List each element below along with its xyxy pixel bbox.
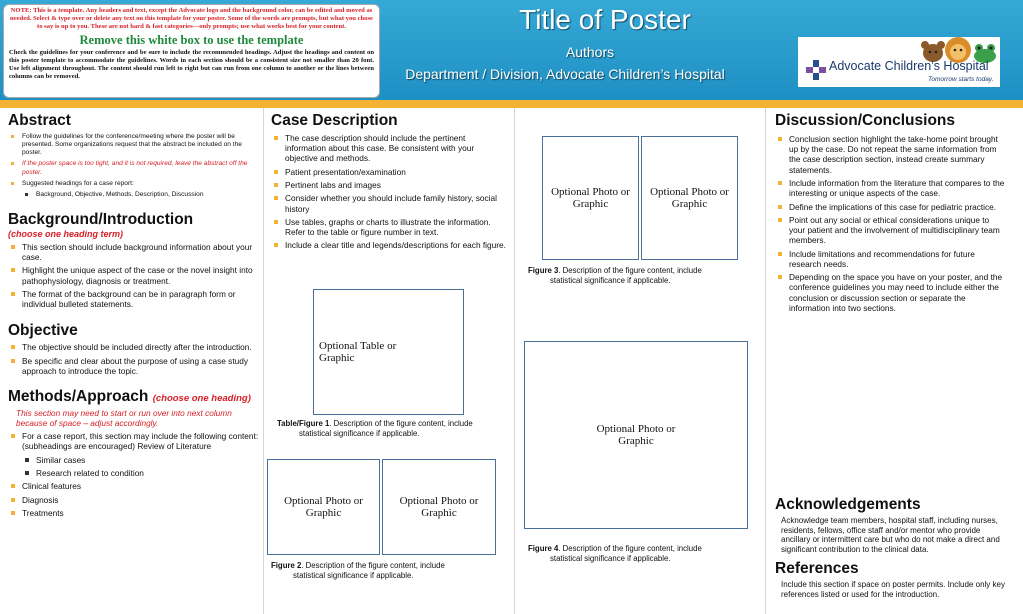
caption-text: . Description of the figure content, include: [558, 544, 702, 553]
list-item: Treatments: [8, 508, 260, 518]
placeholder-label: Optional Table or Graphic: [319, 340, 397, 364]
figure2-caption: [271, 561, 507, 580]
header-stripe: [0, 100, 1023, 108]
figure3-left-placeholder[interactable]: [542, 136, 639, 260]
poster-title: Title of Poster: [519, 4, 691, 35]
note-title: Remove this white box to use the template: [79, 33, 304, 48]
column-4: [775, 112, 1007, 313]
figure2-left-placeholder[interactable]: [267, 459, 380, 555]
column-1: [8, 112, 260, 518]
caption-label: Figure 3: [528, 266, 559, 275]
caption-text-line2: statistical significance if applicable.: [550, 553, 671, 563]
list-item: Highlight the unique aspect of the case or the novel insight into pathophysiology, diagnosis or treatment.: [8, 265, 260, 286]
list-item: Background, Objective, Methods, Description, Discussion: [22, 191, 260, 199]
template-note-box: [3, 4, 380, 98]
list-item: Use tables, graphs or charts to illustrate the information. Refer to the table or figure number in text.: [271, 217, 507, 238]
background-subheading: (choose one heading term): [8, 228, 124, 239]
column-divider: [263, 108, 264, 614]
caption-text: . Description of the figure content, include: [301, 561, 445, 570]
figure4-caption: [528, 544, 750, 563]
list-item: Conclusion section highlight the take-home point brought up by the case. Do not repeat the same information from the case description section, instead create summary statements.: [775, 134, 1007, 175]
list-item: If the poster space is too tight, and it is not required, leave the abstract off the poster.: [8, 160, 260, 176]
methods-heading-note: (choose one heading): [152, 393, 251, 405]
references-heading: References: [775, 560, 859, 577]
methods-note: This section may need to start or run over into next column because of space – adjust accordingly.: [16, 407, 232, 429]
abstract-list: [8, 133, 260, 199]
references-section: [775, 560, 1005, 599]
caption-text: . Description of the figure content, include: [558, 266, 702, 275]
column-divider: [514, 108, 515, 614]
figure4-placeholder[interactable]: [524, 341, 748, 529]
list-item: Diagnosis: [8, 495, 260, 505]
column-divider: [765, 108, 766, 614]
list-item: Clinical features: [8, 481, 260, 491]
poster-department: Department / Division, Advocate Children’s Hospital: [405, 66, 725, 82]
abstract-heading: Abstract: [8, 112, 71, 129]
note-body-text: Check the guidelines for your conference and be sure to include the recommended headings. Adjust the headings and content on this poster template to accommodate the guidelines. Words in each section should be a consistent size not smaller than 20 font. Use left alignment throughout. The content should run left to right but can run from one column to another or the lines between columns can be removed.: [9, 49, 374, 81]
list-item: The objective should be included directly after the introduction.: [8, 342, 260, 352]
placeholder-label: Optional Photo or Graphic: [650, 186, 729, 210]
caption-label: Figure 4: [528, 544, 559, 553]
case-heading: Case Description: [271, 112, 398, 129]
objective-list: [8, 342, 260, 376]
background-heading: Background/Introduction: [8, 211, 194, 229]
methods-list: [8, 431, 260, 518]
list-item: Follow the guidelines for the conference/meeting where the poster will be presented. Some organizations request that the abstract be included on the poster.: [8, 133, 260, 158]
list-item: For a case report, this section may include the following content: (subheadings are encouraged) Review of Literature: [8, 431, 260, 452]
objective-heading: Objective: [8, 321, 78, 339]
list-item: Include a clear title and legends/descriptions for each figure.: [271, 240, 507, 250]
placeholder-label: Optional Photo or Graphic: [551, 186, 630, 210]
placeholder-label: Optional Photo or Graphic: [596, 423, 676, 447]
case-list: [271, 133, 507, 251]
discussion-heading: Discussion/Conclusions: [775, 112, 956, 129]
advocate-cross-icon: [806, 60, 826, 80]
figure3-right-placeholder[interactable]: [641, 136, 738, 260]
table-caption: [277, 419, 509, 438]
caption-label: Table/Figure 1: [277, 419, 330, 428]
poster-authors: Authors: [565, 44, 615, 60]
acknowledgements-text: Acknowledge team members, hospital staff, including nurses, residents, fellows, office staff and/or mentor who provide ancillary or intermittent care but who do not make a direct and significant contribution to the clinical data.: [781, 515, 1000, 555]
list-item: Pertinent labs and images: [271, 180, 507, 190]
logo-hospital-name: Advocate Children’s Hospital: [829, 59, 989, 73]
column-2: [271, 112, 507, 251]
caption-text-line2: statistical significance if applicable.: [293, 570, 414, 580]
list-item: Consider whether you should include family history, social history: [271, 193, 507, 214]
acknowledgements-section: [775, 496, 1005, 555]
acknowledgements-heading: Acknowledgements: [775, 496, 921, 513]
caption-text-line2: statistical significance if applicable.: [299, 428, 420, 438]
placeholder-label: Optional Photo or Graphic: [399, 495, 479, 519]
table-placeholder[interactable]: [313, 289, 464, 415]
list-item: Similar cases: [22, 455, 260, 465]
background-list: [8, 242, 260, 310]
caption-text-line2: statistical significance if applicable.: [550, 275, 671, 285]
list-item: Define the implications of this case for pediatric practice.: [775, 202, 1007, 212]
references-text: Include this section if space on poster permits. Include only key references listed or used for the introduction.: [781, 579, 1005, 599]
note-warning-text: NOTE: This is a template. Any headers and text, except the Advocate logo and the background color, can be edited and moved as needed. Select & type over or delete any text on this template for your poster. Some of the words are prompts, but what you chose to say is up to you. These are not hard & fast categories—only prompts; use what works best for your content.: [10, 7, 373, 31]
caption-text: . Description of the figure content, include: [329, 419, 473, 428]
list-item: Include information from the literature that compares to the interesting or unique aspects of the case.: [775, 178, 1007, 199]
list-item: The case description should include the pertinent information about this case. Be consistent with your objective and methods.: [271, 133, 507, 164]
list-item: Patient presentation/examination: [271, 167, 507, 177]
figure3-caption: [528, 266, 750, 285]
list-item: Point out any social or ethical considerations unique to your patient and the involvement of multidisciplinary team members.: [775, 215, 1007, 246]
list-item: Depending on the space you have on your poster, and the conference guidelines you may need to include either the conclusion or discussion section or separate the information into two sections.: [775, 272, 1007, 313]
methods-heading: [8, 388, 260, 406]
list-item: This section should include background information about your case.: [8, 242, 260, 263]
discussion-list: [775, 134, 1007, 314]
list-item: The format of the background can be in paragraph form or individual bulleted statements.: [8, 289, 260, 310]
placeholder-label: Optional Photo or Graphic: [284, 495, 363, 519]
list-item: Be specific and clear about the purpose of using a case study approach to introduce the topic.: [8, 356, 260, 377]
list-item: Suggested headings for a case report:: [8, 180, 260, 188]
figure2-right-placeholder[interactable]: [382, 459, 496, 555]
list-item: Include limitations and recommendations for future research needs.: [775, 249, 1007, 270]
list-item: Research related to condition: [22, 468, 260, 478]
caption-label: Figure 2: [271, 561, 302, 570]
logo-tagline: Tomorrow starts today.: [928, 76, 994, 83]
methods-heading-text: Methods/Approach: [8, 388, 149, 406]
